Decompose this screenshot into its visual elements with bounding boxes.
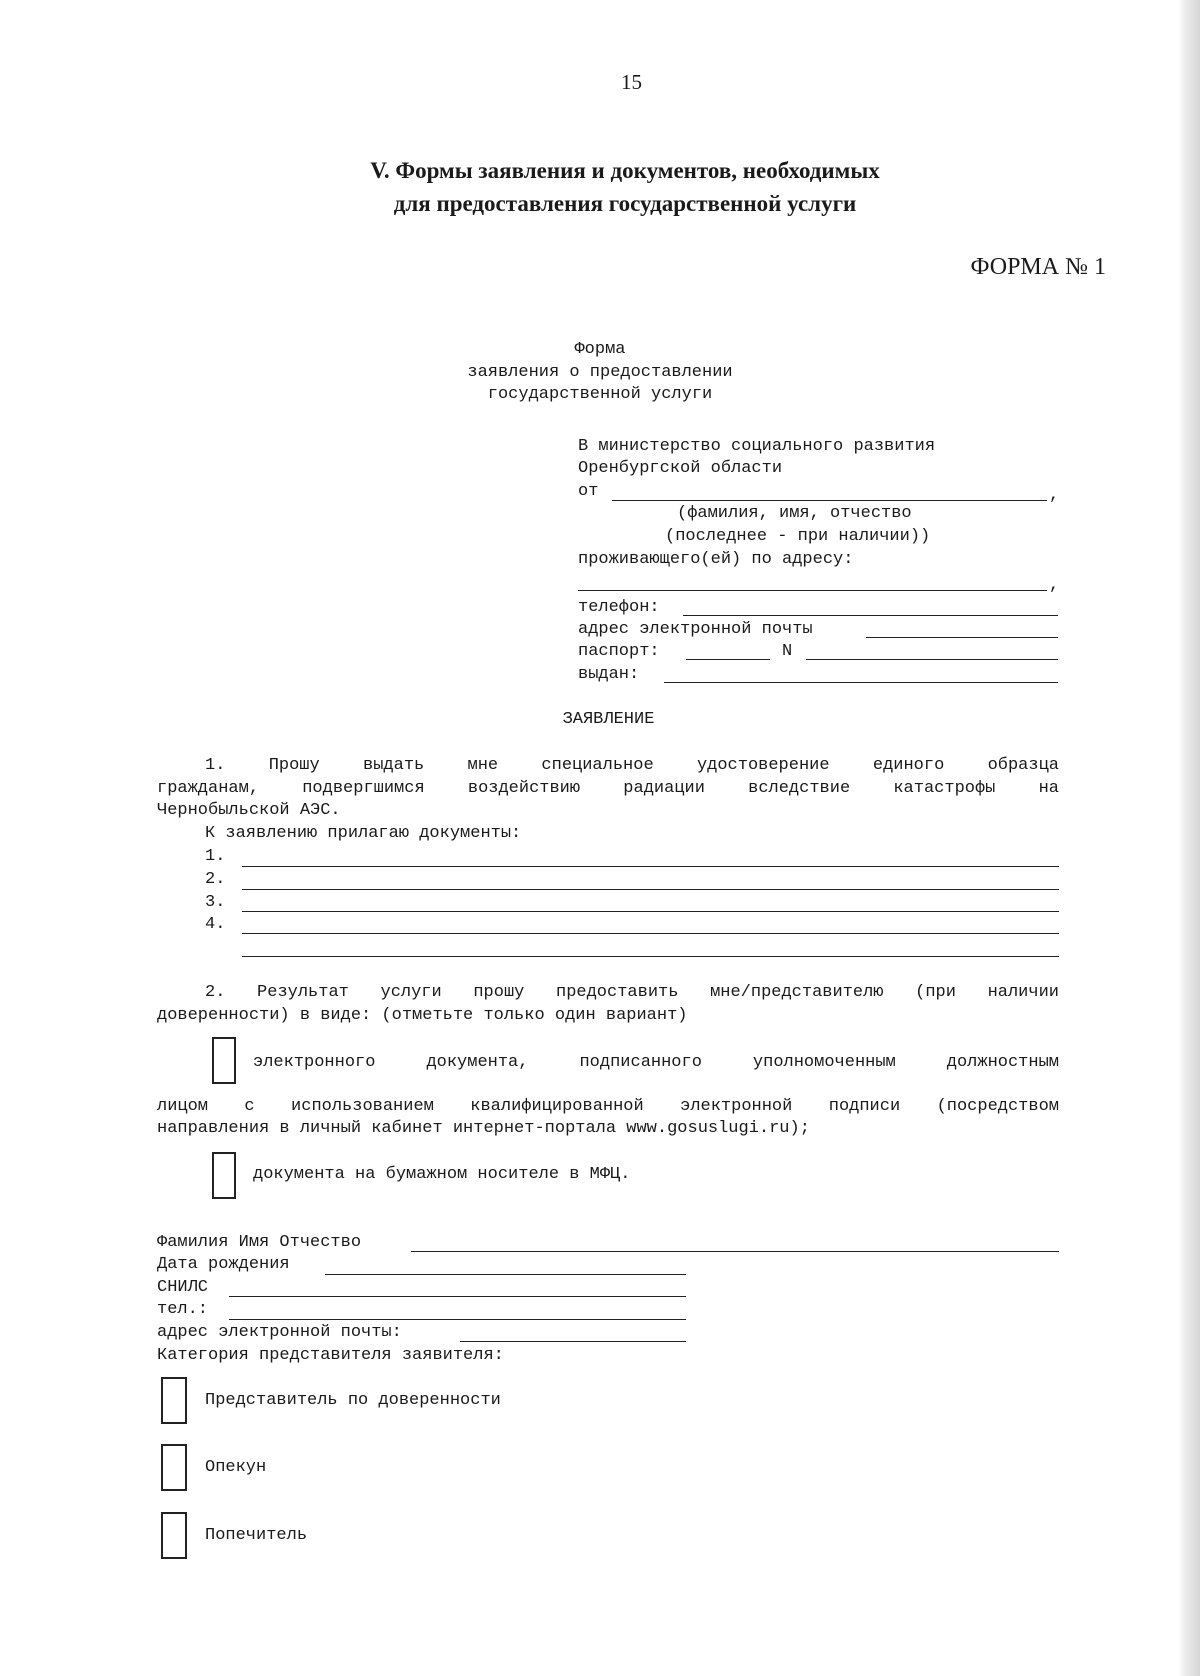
rep-phone-label: тел.: [157,1300,209,1319]
page-number: 15 [621,70,642,94]
email-line[interactable] [866,637,1058,638]
attachment-line-1[interactable] [242,866,1059,867]
phone-label: телефон: [578,598,660,617]
option-paper-label: документа на бумажном носителе в МФЦ. [253,1165,631,1184]
rep-snils-label: СНИЛС [157,1278,209,1297]
option-electronic-line2: лицом с использованием квалифицированной электронной подписи (посредством [157,1097,1059,1116]
item1-line2: гражданам, подвергшимся воздействию радиации вследствие катастрофы на [157,779,1059,798]
option-paper-checkbox[interactable] [212,1152,236,1199]
address-line[interactable] [578,590,1047,591]
category-guardian-label: Опекун [205,1458,267,1477]
rep-phone-line[interactable] [229,1319,686,1320]
attachment-line-4[interactable] [242,933,1059,934]
fio-hint-line1: (фамилия, имя, отчество [677,504,912,523]
item1-line3: Чернобыльской АЭС. [157,801,341,820]
attachment-number-1: 1. [205,847,226,866]
passport-series-line[interactable] [686,659,770,660]
email-label: адрес электронной почты [578,620,813,639]
scan-edge-shadow [1178,0,1200,1676]
attachment-number-2: 2. [205,870,226,889]
rep-snils-line[interactable] [229,1296,686,1297]
fio-comma: , [1049,486,1060,505]
item2-line2: доверенности) в виде: (отметьте только один вариант) [157,1006,688,1025]
attachments-label: К заявлению прилагаю документы: [205,824,522,843]
section-title-line2: для предоставления государственной услуги [393,191,857,216]
form-caption-line2: заявления о предоставлении [467,363,733,382]
addressee-line2: Оренбургской области [578,459,783,478]
item2-line1: 2. Результат услуги прошу предоставить мне/представителю (при наличии [205,983,1059,1002]
rep-birth-label: Дата рождения [157,1255,290,1274]
rep-category-label: Категория представителя заявителя: [157,1346,504,1365]
form-caption-line3: государственной услуги [487,385,713,404]
issued-label: выдан: [578,665,640,684]
option-electronic-checkbox[interactable] [212,1037,236,1084]
passport-number-label: N [782,642,793,661]
section-title-line1: V. Формы заявления и документов, необходимых [370,158,880,183]
fio-hint-line2: (последнее - при наличии)) [665,527,931,546]
category-trustee-checkbox[interactable] [161,1512,187,1559]
category-trustee-label: Попечитель [205,1526,308,1545]
category-proxy-label: Представитель по доверенности [205,1391,501,1410]
option-electronic-line3: направления в личный кабинет интернет-портала www.gosuslugi.ru); [157,1119,810,1138]
rep-birth-line[interactable] [325,1274,686,1275]
statement-title: ЗАЯВЛЕНИЕ [562,710,655,729]
rep-fio-label: Фамилия Имя Отчество [157,1233,362,1252]
option-electronic-line1: электронного документа, подписанного уполномоченным должностным [253,1053,1059,1072]
passport-label: паспорт: [578,642,660,661]
category-proxy-checkbox[interactable] [161,1377,187,1424]
attachment-number-3: 3. [205,893,226,912]
category-guardian-checkbox[interactable] [161,1444,187,1491]
phone-line[interactable] [683,615,1058,616]
fio-line[interactable] [612,500,1047,501]
attachment-number-4: 4. [205,915,226,934]
rep-email-line[interactable] [460,1341,686,1342]
addressee-line1: В министерство социального развития [578,437,936,456]
passport-number-line[interactable] [806,659,1058,660]
rep-fio-line[interactable] [411,1251,1059,1252]
form-number: ФОРМА № 1 [970,254,1106,280]
attachment-line-3[interactable] [242,911,1059,912]
attachment-line-5[interactable] [242,956,1059,957]
address-label: проживающего(ей) по адресу: [578,550,854,569]
attachment-line-2[interactable] [242,889,1059,890]
form-caption-line1: Форма [574,340,626,359]
issued-line[interactable] [664,682,1058,683]
address-comma: , [1049,576,1060,595]
item1-line1: 1. Прошу выдать мне специальное удостоверение единого образца [205,756,1059,775]
rep-email-label: адрес электронной почты: [157,1323,402,1342]
from-label: от [578,482,599,501]
